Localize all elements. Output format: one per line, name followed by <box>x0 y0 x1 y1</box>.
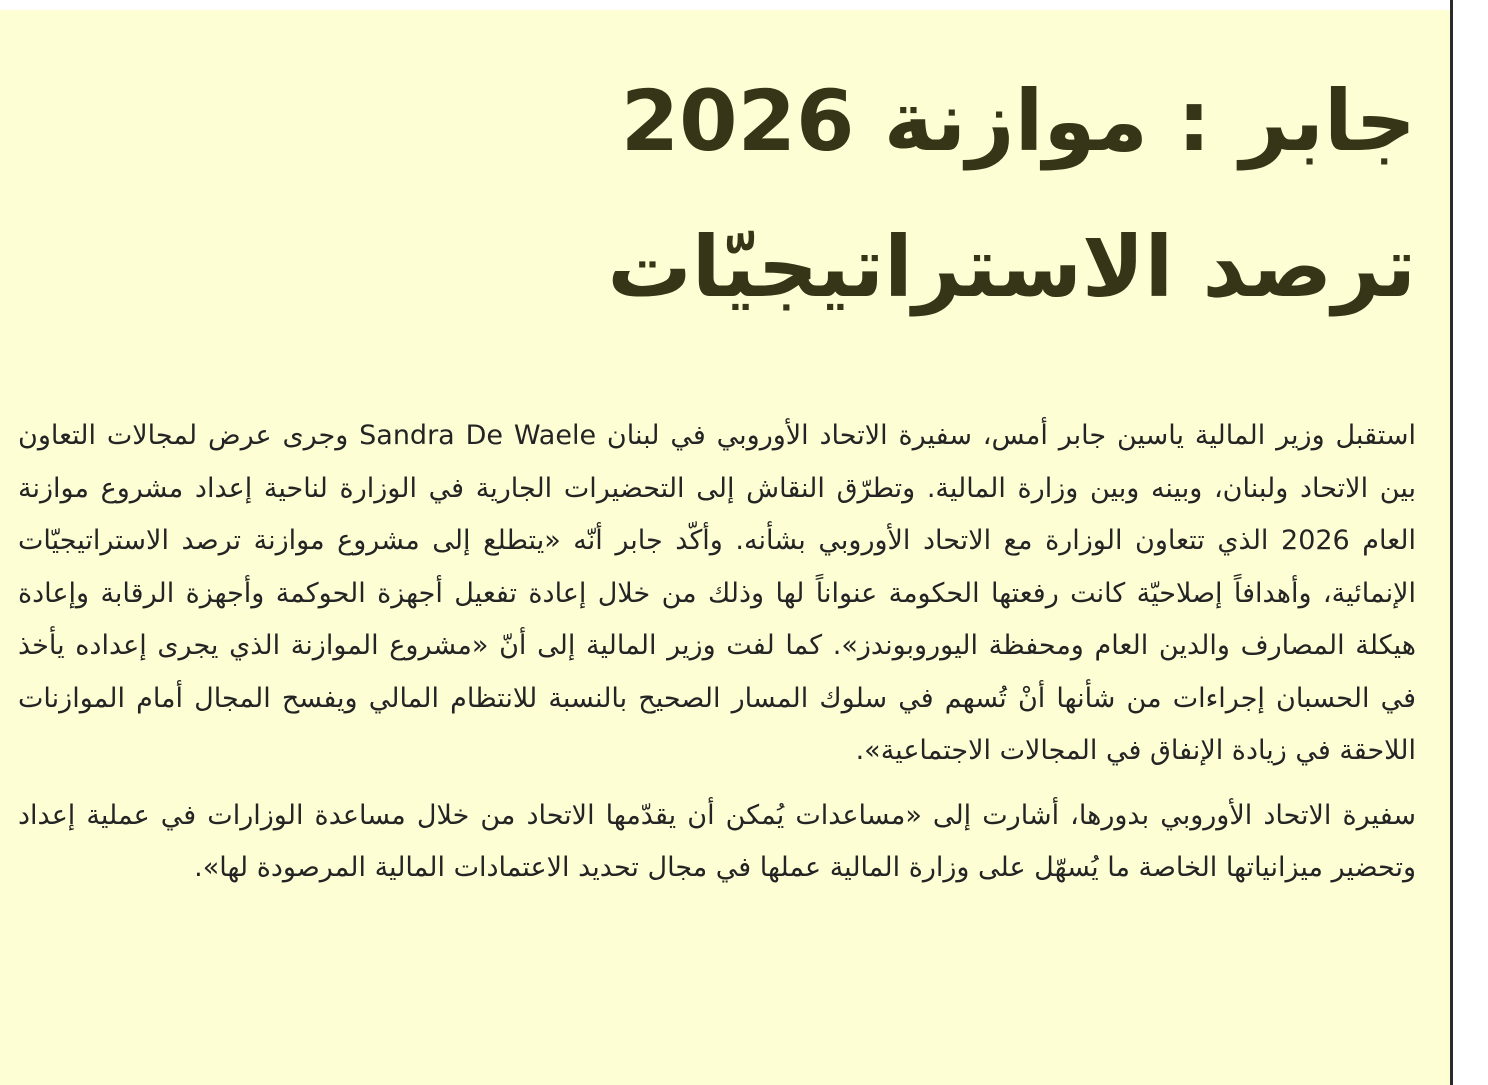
article <box>18 0 1416 895</box>
body-paragraph: سفيرة الاتحاد الأوروبي بدورها، أشارت إلى «مساعدات يُمكن أن يقدّمها الاتحاد من خلال مساعدة الوزارات في عملية إعداد وتحضير ميزانياتها الخاصة ما يُسهّل على وزارة المالية عملها في مجال تحديد الاعتمادات المالية المرصودة لها». <box>18 799 1416 883</box>
headline <box>18 48 1416 340</box>
headline-line-1: جابر : موازنة 2026 <box>620 72 1416 170</box>
page-margin <box>1453 0 1488 1085</box>
article-body <box>18 410 1416 895</box>
headline-line-2: ترصد الاستراتيجيّات <box>607 218 1416 316</box>
body-paragraph: استقبل وزير المالية ياسين جابر أمس، سفيرة الاتحاد الأوروبي في لبنان Sandra De Waele وجرى عرض لمجالات التعاون بين الاتحاد ولبنان، وبينه وبين وزارة المالية. وتطرّق النقاش إلى التحضيرات الجارية في الوزارة لناحية إعداد مشروع موازنة العام 2026 الذي تتعاون الوزارة مع الاتحاد الأوروبي بشأنه. وأكّد جابر أنّه «يتطلع إلى مشروع موازنة ترصد الاستراتيجيّات الإنمائية، وأهدافاً إصلاحيّة كانت رفعتها الحكومة عنواناً لها وذلك من خلال إعادة تفعيل أجهزة الحوكمة وأجهزة الرقابة وإعادة هيكلة المصارف والدين العام ومحفظة اليوروبوندز». كما لفت وزير المالية إلى أنّ «مشروع الموازنة الذي يجرى إعداده يأخذ في الحسبان إجراءات من شأنها أنْ تُسهم في سلوك المسار الصحيح بالنسبة للانتظام المالي ويفسح المجال أمام الموازنات اللاحقة في زيادة الإنفاق في المجالات الاجتماعية». <box>18 420 1417 766</box>
